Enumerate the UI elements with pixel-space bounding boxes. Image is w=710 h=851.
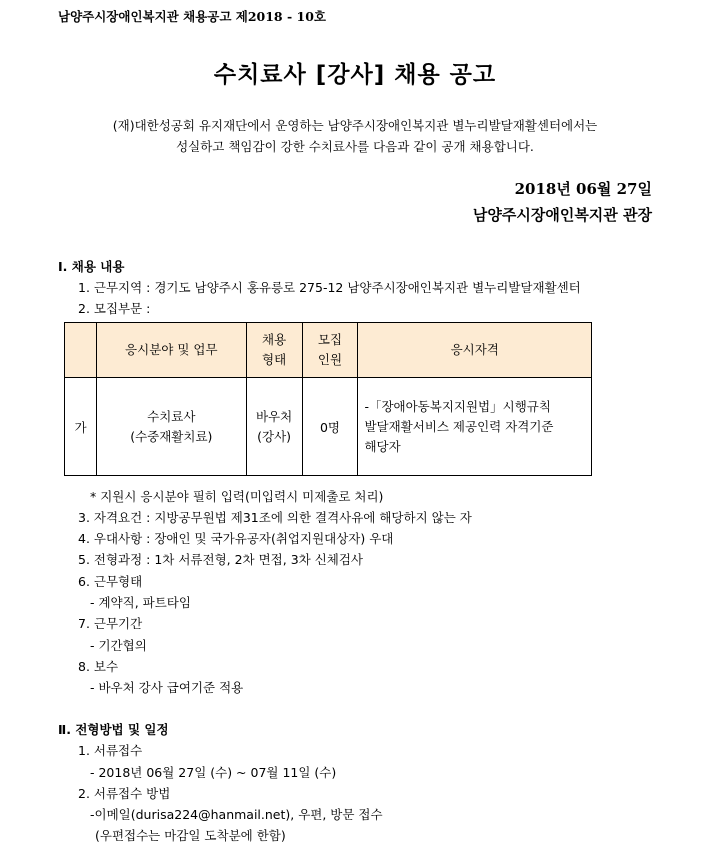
selection-process: 5. 전형과정 : 1차 서류전형, 2차 면접, 3차 신체검사	[78, 552, 364, 567]
row-qualification: -「장애아동복지지원법」시행규칙 발달재활서비스 제공인력 자격기준 해당자	[358, 378, 592, 476]
salary-label: 8. 보수	[78, 659, 119, 674]
work-type-label: 6. 근무형태	[78, 574, 143, 589]
header-field: 응시분야 및 업무	[96, 323, 246, 378]
document-number: 남양주시장애인복지관 채용공고 제2018 - 10호	[58, 9, 326, 24]
recruitment-table	[64, 322, 592, 476]
table-row	[65, 378, 592, 476]
row-label: 가	[65, 378, 97, 476]
salary-detail: - 바우처 강사 급여기준 적용	[90, 680, 244, 695]
row-headcount: 0명	[302, 378, 358, 476]
table-header-row	[65, 323, 592, 378]
submission-period: - 2018년 06월 27일 (수) ~ 07월 11일 (수)	[90, 765, 337, 780]
issuer-name: 남양주시장애인복지관 관장	[472, 206, 652, 224]
header-blank-cell	[65, 323, 97, 378]
row-employment-type: 바우처 (강사)	[246, 378, 302, 476]
announcement-date: 2018년 06월 27일	[514, 180, 652, 198]
preference: 4. 우대사항 : 장애인 및 국가유공자(취업지원대상자) 우대	[78, 531, 394, 546]
header-headcount: 모집 인원	[302, 323, 358, 378]
row-field: 수치료사 (수중재활치료)	[96, 378, 246, 476]
intro-line-1: (재)대한성공회 유지재단에서 운영하는 남양주시장애인복지관 별누리발달재활센터에서는	[112, 118, 598, 133]
application-note: * 지원시 응시분야 필히 입력(미입력시 미제출로 처리)	[90, 489, 384, 504]
intro-line-2: 성실하고 책임감이 강한 수치료사를 다음과 같이 공개 채용합니다.	[176, 139, 534, 154]
section-2-heading: Ⅱ. 전형방법 및 일정	[58, 722, 169, 737]
document-submission-label: 1. 서류접수	[78, 743, 143, 758]
submission-method-label: 2. 서류접수 방법	[78, 786, 171, 801]
postal-note: (우편접수는 마감일 도착분에 한함)	[95, 828, 286, 843]
work-period-detail: - 기간협의	[90, 638, 147, 653]
work-type-detail: - 계약직, 파트타임	[90, 595, 191, 610]
section-1-heading: Ⅰ. 채용 내용	[58, 259, 125, 274]
submission-method-detail: -이메일(durisa224@hanmail.net), 우편, 방문 접수	[90, 807, 383, 822]
eligibility: 3. 자격요건 : 지방공무원법 제31조에 의한 결격사유에 해당하지 않는 자	[78, 510, 472, 525]
header-qualification: 응시자격	[358, 323, 592, 378]
workplace-location: 1. 근무지역 : 경기도 남양주시 홍유릉로 275-12 남양주시장애인복지관 별누리발달재활센터	[78, 280, 581, 295]
recruitment-section-label: 2. 모집부문 :	[78, 301, 151, 316]
page-title: 수치료사 [강사] 채용 공고	[213, 62, 497, 88]
work-period-label: 7. 근무기간	[78, 616, 143, 631]
header-employment-type: 채용 형태	[246, 323, 302, 378]
